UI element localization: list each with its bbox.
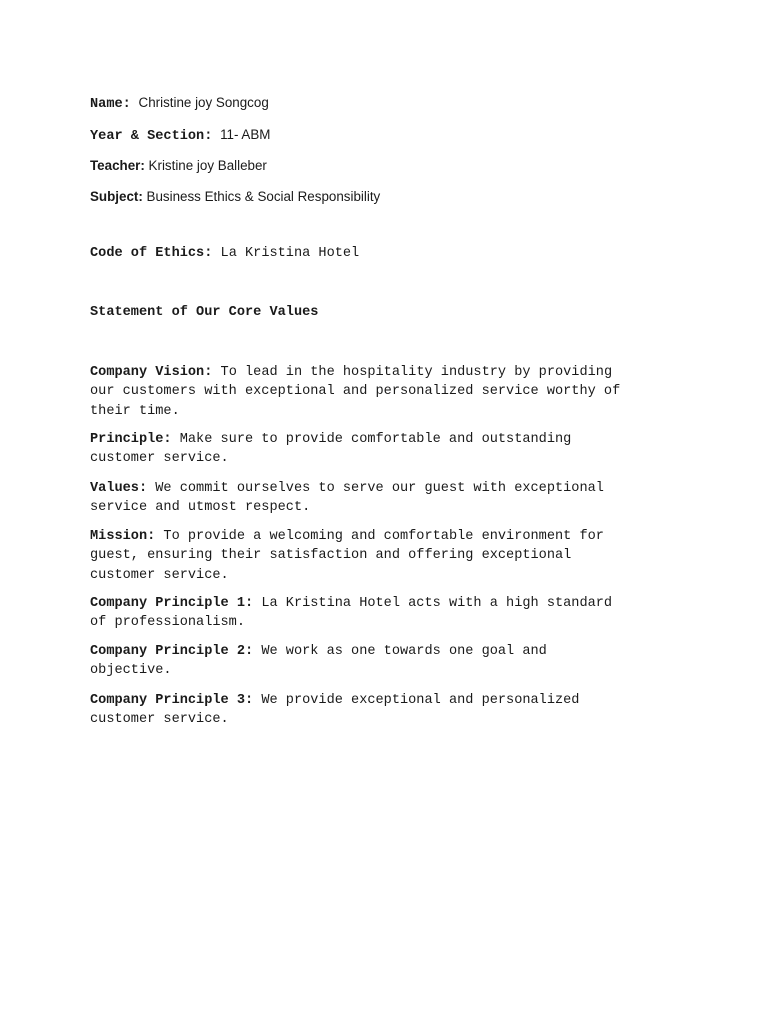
entry-text: La Kristina Hotel acts with a high standard of professionalism. <box>90 596 613 631</box>
entry-text: Make sure to provide comfortable and outstanding customer service. <box>90 432 572 467</box>
statement-heading: Statement of Our Core Values <box>90 305 319 320</box>
entry-label: Mission: <box>90 529 156 544</box>
company-vision-entry <box>90 363 690 421</box>
subject-line <box>90 188 380 206</box>
values-entry <box>90 479 690 518</box>
code-of-ethics-label: Code of Ethics: <box>90 246 213 261</box>
mission-entry <box>90 527 690 585</box>
entry-text: To provide a welcoming and comfortable environment for guest, ensuring their satisfaction and offering exceptional customer service. <box>90 529 604 583</box>
entry-text: We provide exceptional and personalized customer service. <box>90 693 580 728</box>
name-label: Name: <box>90 97 131 112</box>
year-section-label: Year & Section: <box>90 129 213 144</box>
entry-label: Company Vision: <box>90 365 213 380</box>
entry-label: Company Principle 3: <box>90 693 254 708</box>
entry-label: Company Principle 1: <box>90 596 254 611</box>
subject-label: Subject: <box>90 189 143 204</box>
entry-label: Principle: <box>90 432 172 447</box>
year-section-value: 11- ABM <box>216 127 271 142</box>
subject-value: Business Ethics & Social Responsibility <box>142 189 381 204</box>
entry-label: Values: <box>90 481 148 496</box>
entry-label: Company Principle 2: <box>90 644 254 659</box>
teacher-value: Kristine joy Balleber <box>144 158 267 173</box>
entry-text: We work as one towards one goal and objective. <box>90 644 547 679</box>
company-principle-2-entry <box>90 642 690 681</box>
code-of-ethics-value: La Kristina Hotel <box>212 246 360 261</box>
entry-text: We commit ourselves to serve our guest with exceptional service and utmost respect. <box>90 481 604 516</box>
teacher-label: Teacher: <box>90 158 145 173</box>
entry-text: To lead in the hospitality industry by providing our customers with exceptional and personalized service worthy of their time. <box>90 365 621 419</box>
teacher-line <box>90 157 267 175</box>
company-principle-1-entry <box>90 594 690 633</box>
year-section-line <box>90 126 270 144</box>
code-of-ethics-line <box>90 246 359 261</box>
name-line <box>90 94 269 112</box>
name-value: Christine joy Songcog <box>134 95 269 110</box>
principle-entry <box>90 430 690 469</box>
company-principle-3-entry <box>90 691 690 730</box>
